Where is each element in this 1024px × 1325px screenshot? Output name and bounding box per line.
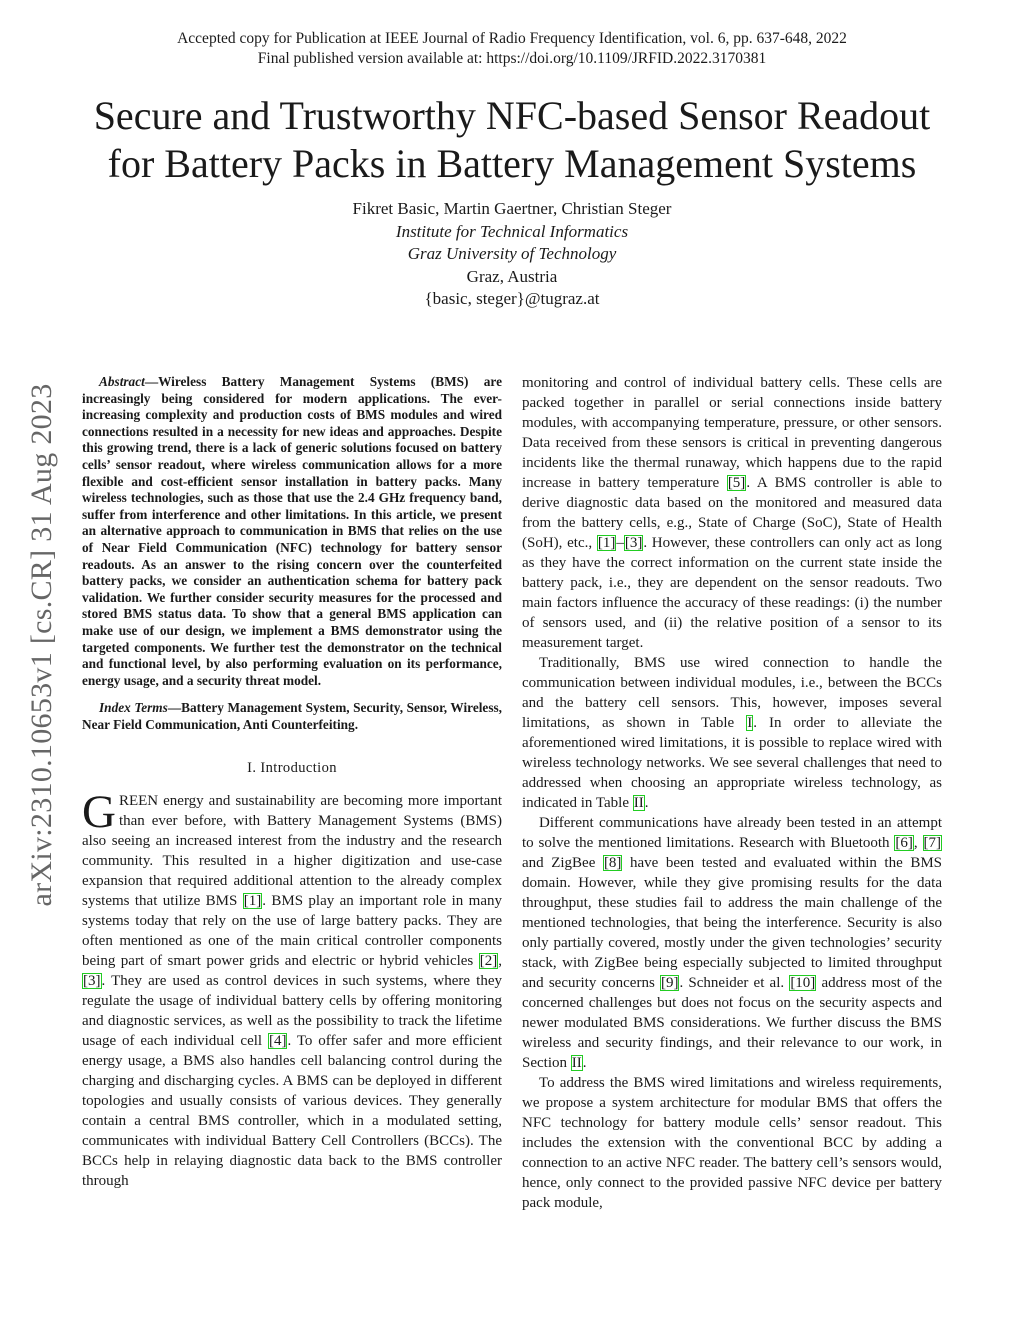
paper-title (0, 92, 1024, 188)
citation-link[interactable]: [9] (660, 975, 679, 991)
author-institute: Institute for Technical Informatics (395, 221, 629, 241)
index-terms (82, 700, 502, 733)
citation-link[interactable]: [8] (603, 855, 622, 871)
body-text: address most of the concerned challenges but does not focus on the security aspects and newer modulated BMS considerations. We further discuss the BMS wireless and security findings, and their relevance to our work, in Section (522, 975, 942, 1071)
section-heading-introduction: I. Introduction (247, 760, 337, 777)
author-email: {basic, steger}@tugraz.at (424, 289, 600, 308)
citation-link[interactable]: [3] (83, 973, 101, 990)
right-paragraph-2 (522, 653, 942, 813)
publication-notice (0, 29, 1024, 69)
index-terms-dash: — (167, 700, 182, 716)
left-column (82, 374, 502, 1191)
intro-text: . BMS play an important role in many systems today that rely on the use of large battery packs. They are often mentioned as one of the main critical controller components being part of smart power grids and electric or hybrid vehicles (82, 893, 502, 970)
drop-cap: G (82, 786, 116, 839)
body-text: . Schneider et al. (679, 975, 790, 991)
intro-text: , (498, 953, 502, 970)
abstract-dash: — (144, 374, 159, 389)
body-text: . In order to alleviate the aforementioned wired limitations, it is possible to replace wired with wireless technology networks. We see several challenges that need to addressed when choosing an appropriate wireless technology, as indicated in Table (522, 715, 943, 811)
author-names: Fikret Basic, Martin Gaertner, Christian Steger (352, 199, 672, 218)
body-text: monitoring and control of individual battery cells. These cells are packed together in parallel or serial connections inside battery modules, with accompanying temperature, pressure, or other sensors. Data received from these sensors is critical in preventing dangerous incidents like the thermal runaway, which happens due to the rapid increase in battery temperature (522, 375, 942, 491)
abstract (82, 374, 502, 689)
index-terms-label: Index Terms (99, 700, 168, 716)
citation-link[interactable]: [4] (268, 1033, 287, 1050)
intro-text: . To offer safer and more efficient energy usage, a BMS also handles cell balancing control during the charging and discharging cycles. A BMS can be deployed in different topologies and usually consists of various devices. They generally contain a central BMS controller, which in a modulated setting, communicates with individual Battery Cell Controllers (BCCs). The BCCs help in relaying diagnostic data back to the BMS controller through (82, 1033, 502, 1190)
paper-title-line2: for Battery Packs in Battery Management Systems (107, 141, 917, 186)
abstract-text: Wireless Battery Management Systems (BMS) are increasingly being considered for modern applications. The ever-increasing complexity and production costs of BMS modules and wired connections resulted in a necessity for new ideas and approaches. Despite this growing trend, there is a lack of generic solutions focused on battery cells’ sensor readout, where wireless communication allows for a more flexible and cost-efficient sensor installation in battery packs. Many wireless technologies, such as those that use the 2.4 GHz frequency band, suffer from interference and other limitations. In this article, we present an alternative approach to communication in BMS that relies on the use of Near Field Communication (NFC) technology for battery sensor readouts. As an answer to the rising concern over the counterfeited battery packs, we consider an authentication schema for battery pack validation. We further consider security measures for the processed and stored BMS status data. To show that a general BMS application can make use of our design, we implement a BMS demonstrator using the targeted components. We further test the demonstrator on the technical and functional level, by also performing evaluation on its performance, energy usage, and a security threat model. (82, 374, 502, 688)
right-column (522, 373, 942, 1213)
citation-link[interactable]: [10] (790, 975, 816, 991)
author-block (0, 198, 1024, 311)
right-paragraph-4: To address the BMS wired limitations and wireless requirements, we propose a system architecture for modular BMS that offers the NFC technology for battery module cells’ sensor readout. This includes the extension with the conventional BCC by adding a connection to an active NFC reader. The battery cell’s sensors would, hence, only connect to the provided passive NFC device per battery pack module, (522, 1075, 942, 1211)
arxiv-stamp (17, 350, 67, 940)
body-text: Different communications have already been tested in an attempt to solve the mentioned limitations. Research with Bluetooth (522, 815, 942, 851)
author-university: Graz University of Technology (407, 244, 617, 263)
citation-link[interactable]: [1] (597, 535, 616, 551)
body-text: . (644, 795, 649, 811)
citation-link[interactable]: [1] (243, 893, 262, 910)
publication-notice-line2: Final published version available at: https://doi.org/10.1109/JRFID.2022.3170381 (257, 50, 767, 67)
author-location: Graz, Austria (466, 266, 558, 286)
body-text: , (913, 835, 923, 851)
citation-link[interactable]: [2] (479, 953, 498, 970)
citation-link[interactable]: [7] (923, 835, 941, 851)
paper-title-line1: Secure and Trustworthy NFC-based Sensor Readout (93, 93, 931, 138)
intro-text: . They are used as control devices in such systems, where they regulate the usage of individual battery cells by offering monitoring and diagnostic services, as well as the possibility to track the lifetime usage of each individual cell (82, 973, 502, 1050)
body-text: Traditionally, BMS use wired connection to handle the communication between individual modules, i.e., between the BCCs and the battery cell sensors. This, however, imposes several limitations, as shown in Table (522, 655, 942, 731)
publication-notice-line1: Accepted copy for Publication at IEEE Journal of Radio Frequency Identification, vol. 6, pp. 637-648, 2022 (177, 30, 847, 47)
citation-link[interactable]: [3] (624, 535, 643, 551)
abstract-label: Abstract (99, 374, 145, 389)
table-reference-link[interactable]: I (747, 715, 753, 731)
right-paragraph-3 (522, 813, 942, 1073)
body-text: and ZigBee (522, 855, 603, 871)
intro-text: REEN energy and sustainability are becoming more important than ever before, with Battery Management Systems (BMS) also seeing an increased interest from the industry and the research community. This resulted in a higher digitization and use-case expansion that required additional attention to the already complex systems that utilize BMS (82, 793, 502, 910)
citation-link[interactable]: [5] (727, 475, 746, 491)
arxiv-stamp-text: arXiv:2310.10653v1 [cs.CR] 31 Aug 2023 (25, 383, 58, 907)
body-text: – (616, 535, 624, 551)
intro-paragraph-1 (82, 786, 502, 1191)
table-reference-link[interactable]: II (633, 795, 644, 811)
right-paragraph-1 (522, 373, 942, 653)
section-reference-link[interactable]: II (571, 1055, 582, 1071)
body-text: have been tested and evaluated within the BMS domain. However, while they give promising results for the data throughput, these studies fail to address the main challenge of the mentioned technologies, that being the interference. Security is also only partially covered, mostly under the given technologies’ security stack, with ZigBee being especially subjected to limited throughput and security concerns (522, 855, 942, 991)
body-text: . (582, 1055, 587, 1071)
index-terms-text: Battery Management System, Security, Sensor, Wireless, Near Field Communication, Anti Counterfeiting. (82, 700, 502, 732)
citation-link[interactable]: [6] (895, 835, 913, 851)
body-text: . A BMS controller is able to derive diagnostic data based on the monitored and measured data from the battery cells, e.g., State of Charge (SoC), State of Health (SoH), etc., (522, 475, 942, 551)
body-text: . However, these controllers can only act as long as they have the correct information on the current state inside the battery pack, i.e., they are dependent on the sensor readouts. Two main factors influence the accuracy of these readings: (i) the number of sensors used, and (ii) the relative position of a sensor to its measurement target. (522, 535, 942, 651)
